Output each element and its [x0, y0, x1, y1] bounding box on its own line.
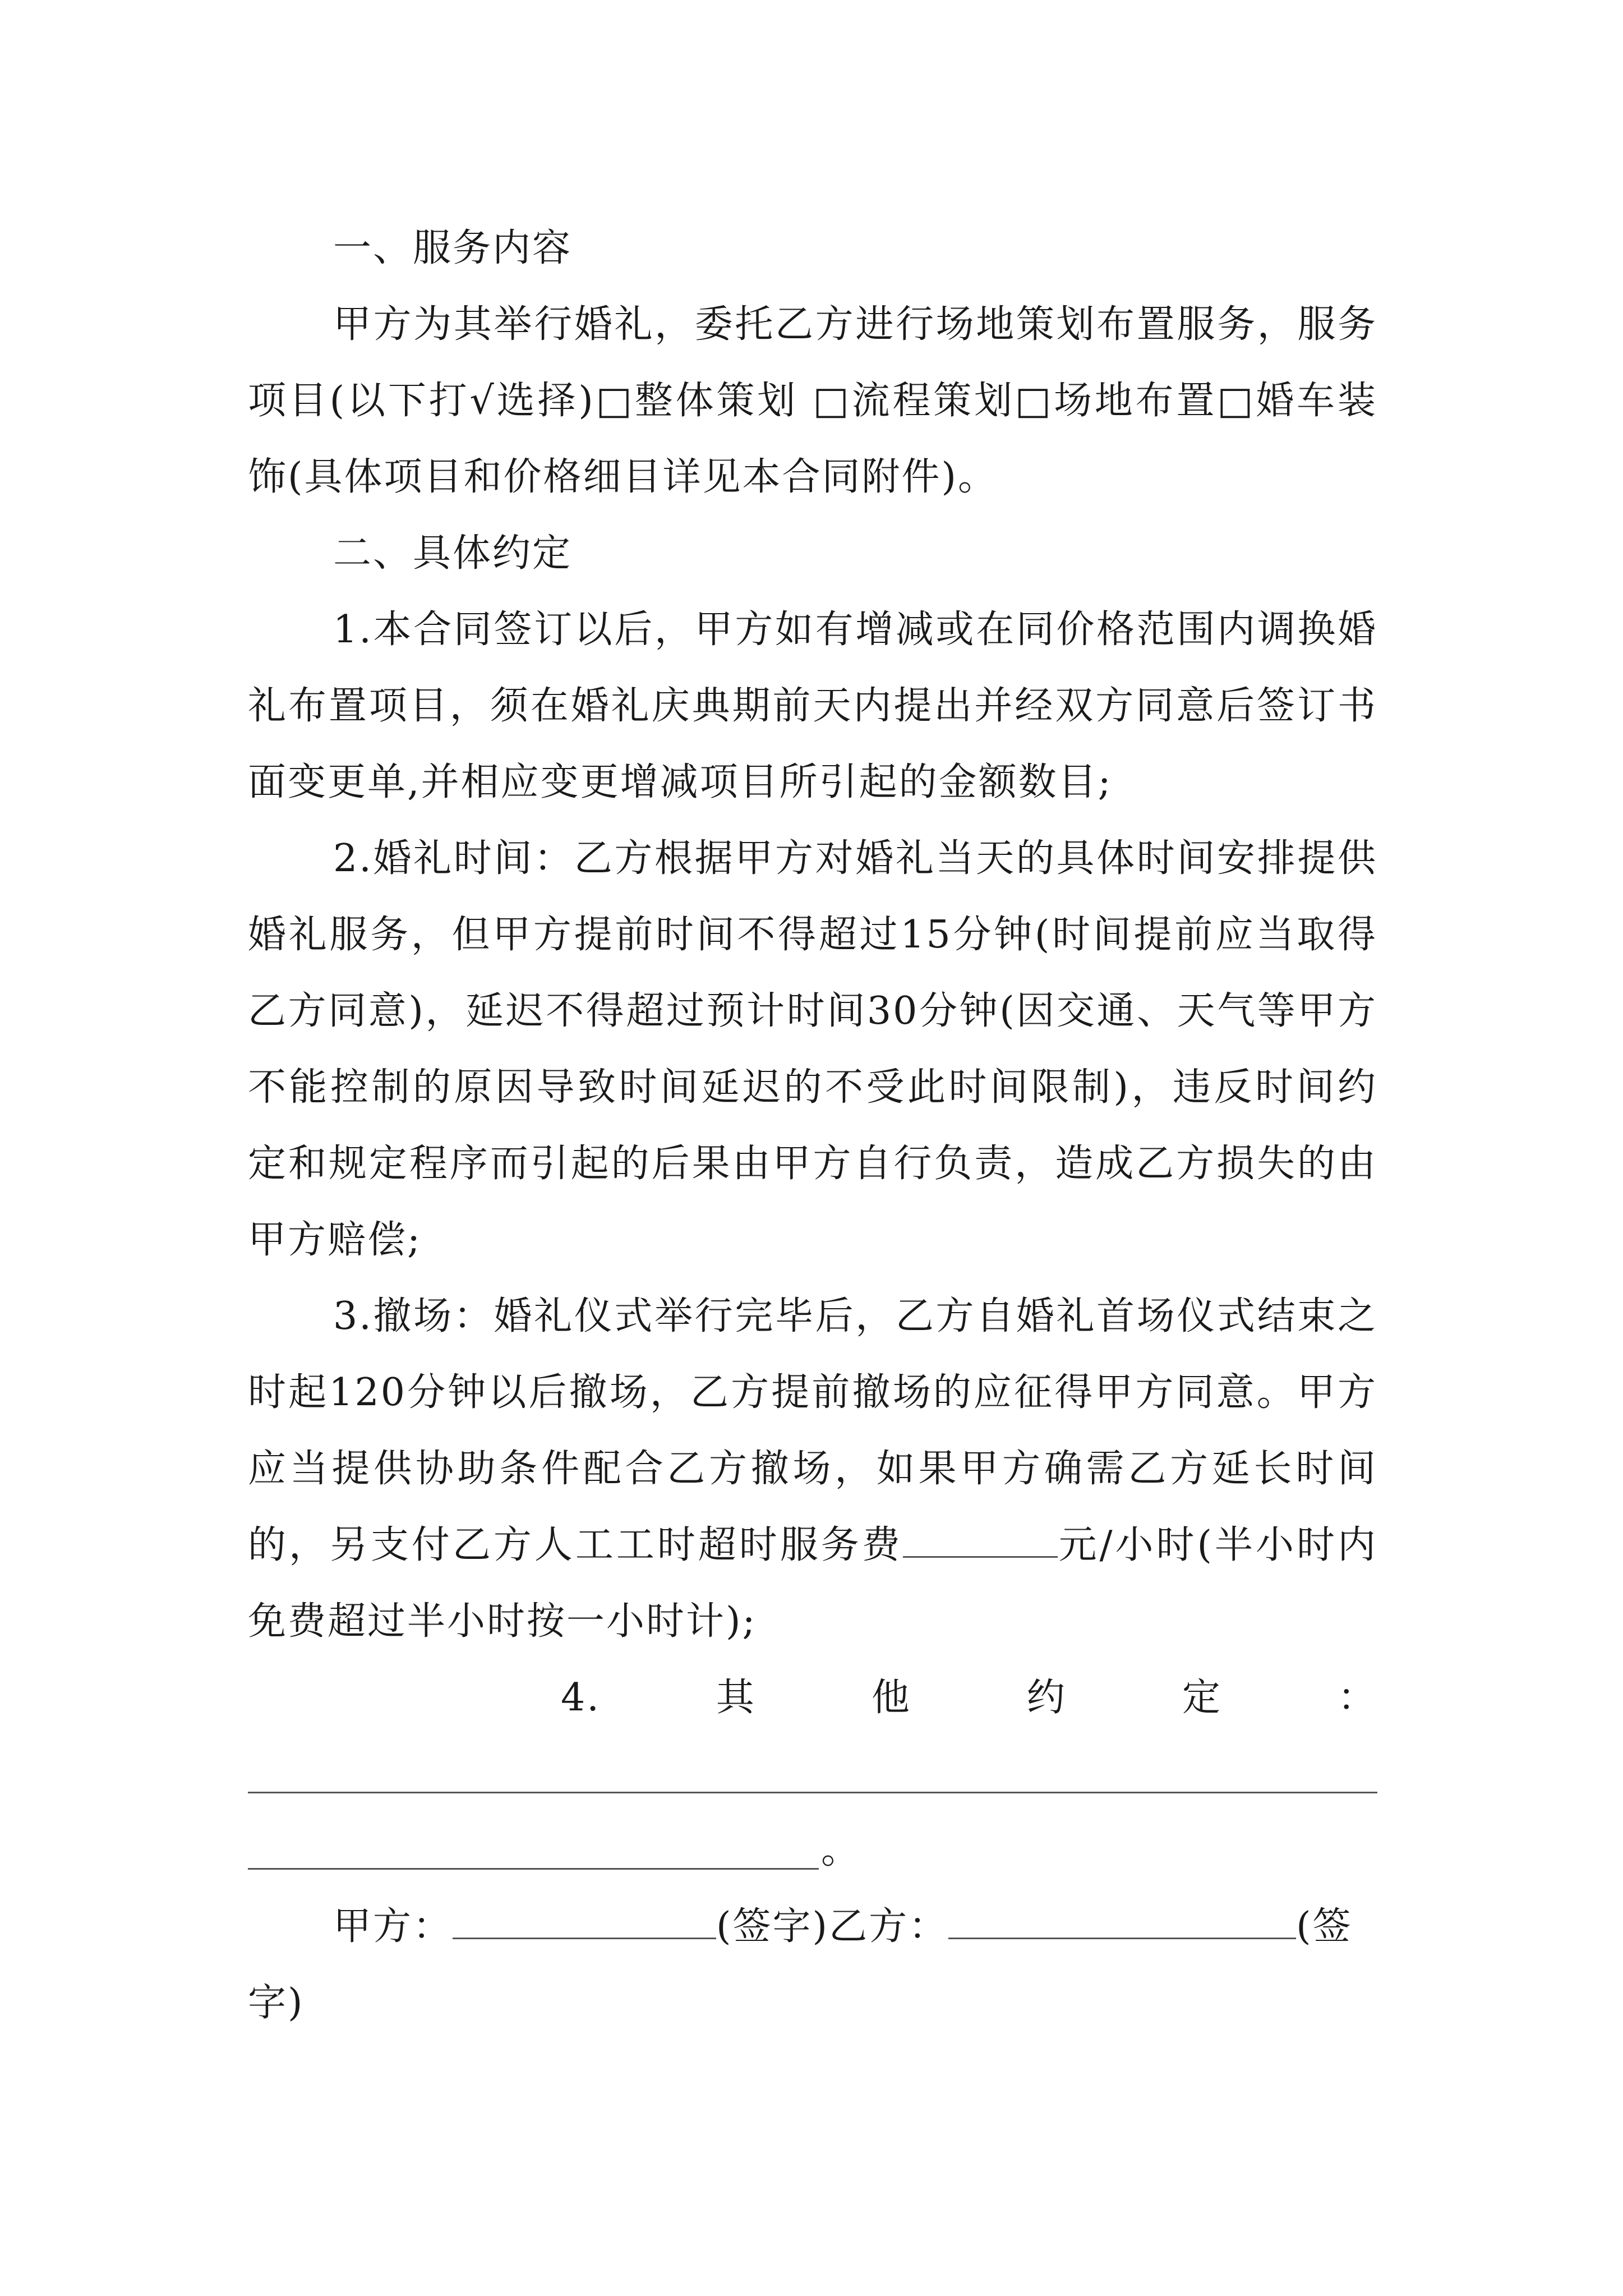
term-item-4-char: 约	[1026, 1676, 1067, 1720]
party-b-sign-note: (签字)	[248, 1904, 1353, 2025]
section-heading-service: 一、服务内容	[333, 226, 573, 270]
term-item-4-char: 4.	[561, 1676, 601, 1720]
underline-rule	[248, 1792, 1377, 1793]
period-mark: 。	[821, 1828, 861, 1872]
other-terms-blank-line-2[interactable]	[248, 1812, 1377, 1889]
section-heading-terms: 二、具体约定	[333, 531, 573, 576]
term-item-3-tail: 元/小时(半小时内免费超过半小时按一小时计);	[248, 1523, 1377, 1644]
term-item-4-char: 其	[716, 1676, 756, 1720]
party-a-sign-note: (签字)	[716, 1904, 829, 1949]
party-b-signature-blank[interactable]	[948, 1902, 1296, 1939]
party-a-label: 甲方：	[333, 1904, 453, 1949]
overtime-fee-blank[interactable]	[903, 1520, 1058, 1558]
term-item-3	[248, 1278, 1377, 1660]
term-item-2: 2.婚礼时间：乙方根据甲方对婚礼当天的具体时间安排提供婚礼服务，但甲方提前时间不得超过15分钟(时间提前应当取得乙方同意)，延迟不得超过预计时间30分钟(因交通、天气等甲方不能控制的原因导致时间延迟的不受此时间限制)，违反时间约定和规定程序而引起的后果由甲方自行负责，造成乙方损失的由甲方赔偿;	[248, 836, 1377, 1262]
term-item-4-char: 他	[871, 1676, 911, 1720]
term-item-4-char: ：	[1337, 1676, 1377, 1720]
term-item-3-text: 3.撤场：婚礼仪式举行完毕后，乙方自婚礼首场仪式结束之时起120分钟以后撤场，乙方提前撤场的应征得甲方同意。甲方应当提供协助条件配合乙方撤场，如果甲方确需乙方延长时间的，另支付乙方人工工时超时服务费	[248, 1294, 1377, 1567]
party-a-signature-blank[interactable]	[453, 1902, 716, 1939]
signature-block	[248, 1889, 1377, 2041]
term-item-1: 1.本合同签订以后，甲方如有增减或在同价格范围内调换婚礼布置项目，须在婚礼庆典期前天内提出并经双方同意后签订书面变更单,并相应变更增减项目所引起的金额数目;	[248, 608, 1377, 804]
term-item-4-char: 定	[1182, 1676, 1222, 1720]
party-b-label: 乙方：	[829, 1904, 949, 1949]
underline-rule	[248, 1868, 819, 1870]
contract-body	[248, 210, 1377, 2041]
service-paragraph: 甲方为其举行婚礼，委托乙方进行场地策划布置服务，服务项目(以下打√选择)□整体策划 □流程策划□场地布置□婚车装饰(具体项目和价格细目详见本合同附件)。	[248, 302, 1377, 499]
term-item-4-heading	[248, 1660, 1377, 1736]
other-terms-blank-line-1[interactable]	[248, 1736, 1377, 1812]
